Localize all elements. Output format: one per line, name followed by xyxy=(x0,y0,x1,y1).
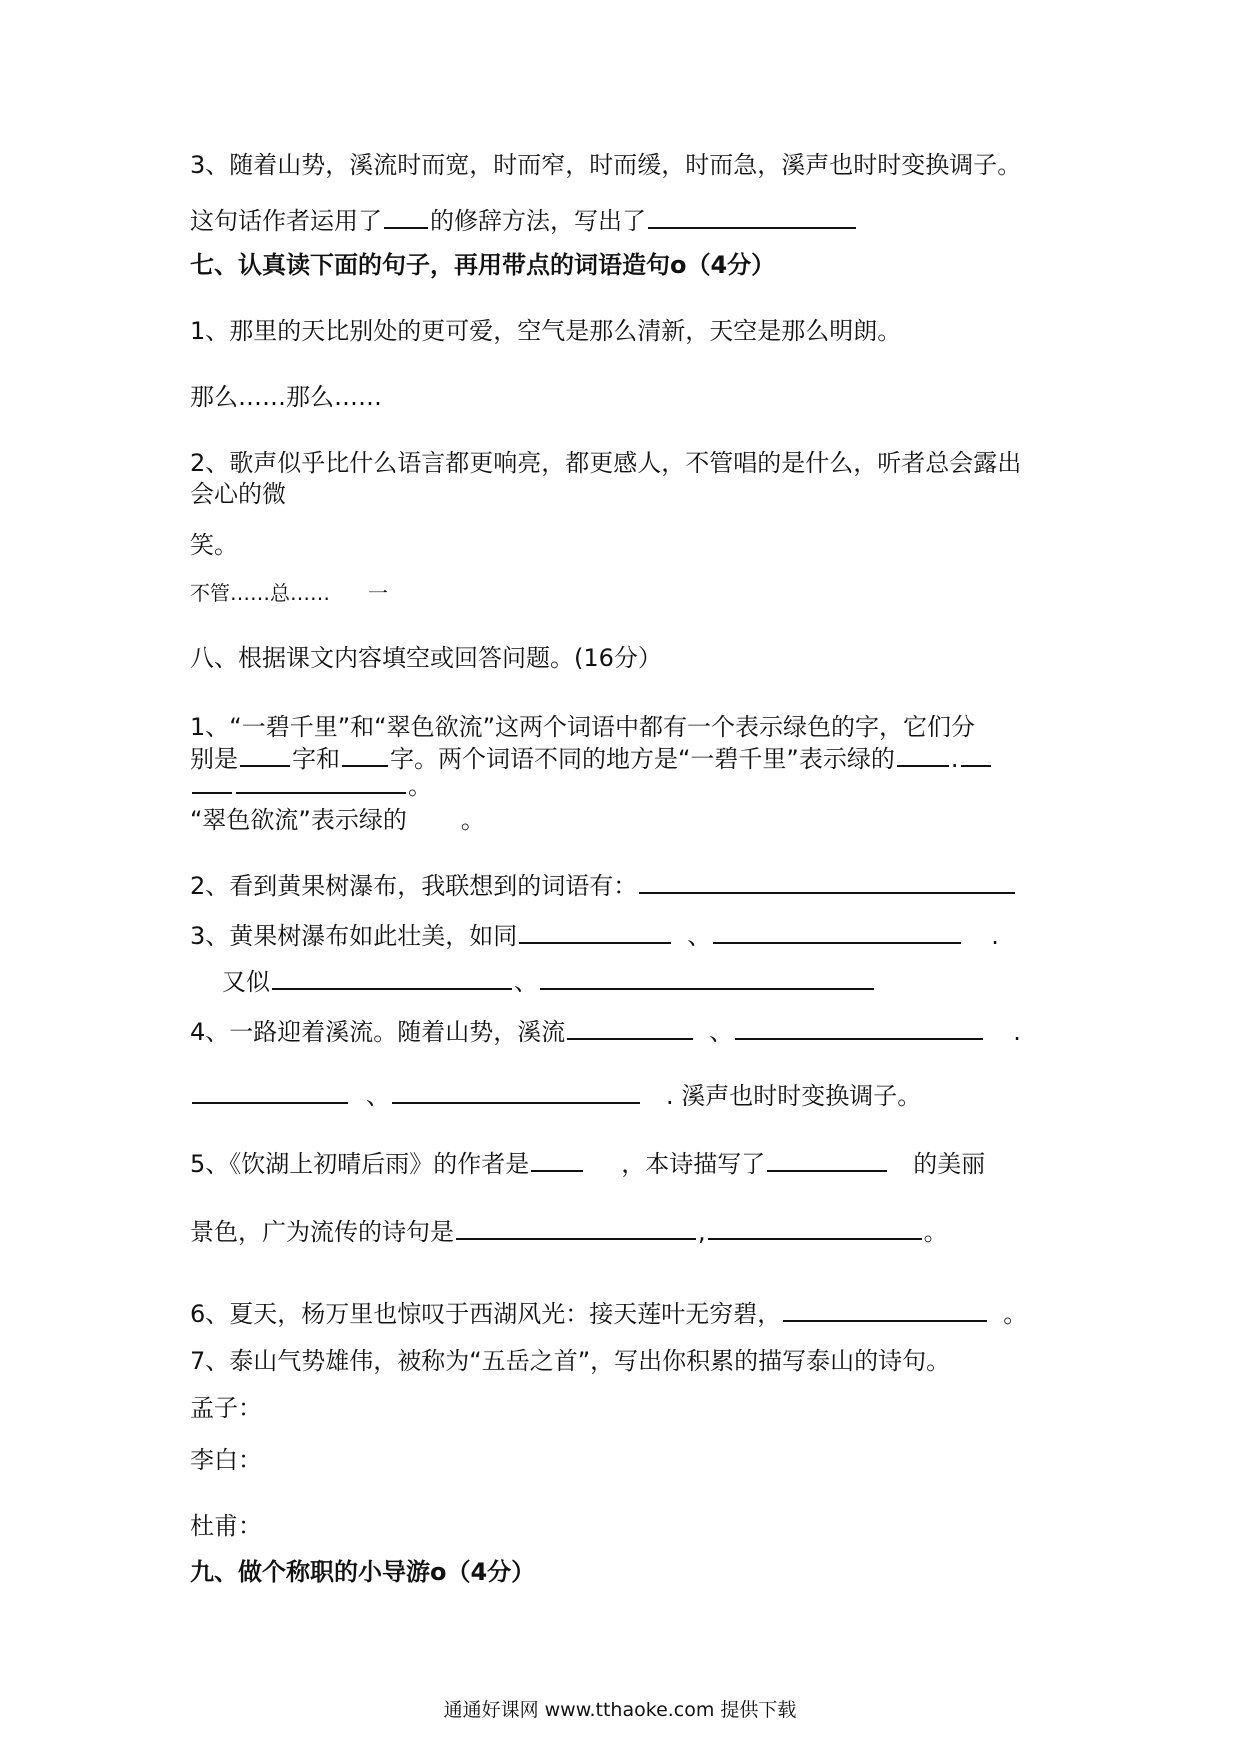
sec8-q7-dufu: 杜甫： xyxy=(190,1512,262,1540)
answer-blank[interactable] xyxy=(236,770,406,794)
sec8-q6 xyxy=(190,1298,1027,1329)
q1-text-b: 字和 xyxy=(292,745,340,773)
answer-blank[interactable] xyxy=(897,743,949,767)
q6-text: 6、夏天，杨万里也惊叹于西湖风光：接天莲叶无穷碧， xyxy=(190,1300,782,1328)
answer-blank[interactable] xyxy=(192,770,232,794)
answer-blank[interactable] xyxy=(648,205,856,229)
section-9-heading: 九、做个称职的小导游o（4分） xyxy=(190,1558,536,1586)
answer-blank[interactable] xyxy=(540,966,874,990)
q1-text-a: 别是 xyxy=(190,745,238,773)
q5-line2-text: 景色，广为流传的诗句是 xyxy=(190,1218,454,1246)
pattern-dash: 一 xyxy=(368,581,388,605)
q4-line2-comma: 、 xyxy=(366,1082,390,1110)
answer-blank[interactable] xyxy=(342,743,388,767)
answer-blank[interactable] xyxy=(735,1016,983,1040)
q2-text: 2、看到黄果树瀑布，我联想到的词语有： xyxy=(190,872,638,900)
q3-line2-text: 又似 xyxy=(222,968,270,996)
sec7-item2-line3: 笑。 xyxy=(190,531,238,559)
answer-blank[interactable] xyxy=(392,1080,640,1104)
sec8-q2 xyxy=(190,870,1017,901)
answer-blank[interactable] xyxy=(384,205,428,229)
sec7-item2-line2: 会心的微 xyxy=(190,480,286,508)
section-7-heading: 七、认真读下面的句子，再用带点的词语造句o（4分） xyxy=(190,251,776,279)
q1-dot: . xyxy=(950,745,959,773)
q6-3-text-a: 这句话作者运用了 xyxy=(190,207,382,235)
q5-text-c: 的美丽 xyxy=(913,1150,986,1178)
q5-text-b: ，本诗描写了 xyxy=(621,1150,766,1178)
answer-blank[interactable] xyxy=(713,920,961,944)
sec8-q7-mengzi: 孟子： xyxy=(190,1394,262,1422)
q6-3-line2 xyxy=(190,205,858,236)
answer-blank[interactable] xyxy=(531,1148,583,1172)
q5-text-a: 5、《饮湖上初晴后雨》的作者是 xyxy=(190,1150,530,1178)
q3-comma: 、 xyxy=(687,922,712,950)
page-footer: 通通好课网 www.tthaoke.com 提供下载 xyxy=(443,1699,797,1721)
answer-blank[interactable] xyxy=(519,920,671,944)
sec7-item2-line1: 2、歌声似乎比什么语言都更响亮，都更感人，不管唱的是什么，听者总会露出 xyxy=(190,449,1022,477)
q6-end: 。 xyxy=(1003,1300,1028,1328)
q4-dot: . xyxy=(1013,1018,1021,1046)
q1-line4-end: 。 xyxy=(460,806,485,834)
sec8-q7-libai: 李白： xyxy=(190,1446,262,1474)
answer-blank[interactable] xyxy=(708,1216,922,1240)
sec8-q4-line2 xyxy=(190,1080,921,1111)
sec8-q1-line1: 1、“一碧千里”和“翠色欲流”这两个词语中都有一个表示绿色的字，它们分 xyxy=(190,713,976,741)
q1-line3-end: 。 xyxy=(408,772,432,800)
sec8-q3-line2 xyxy=(222,966,876,997)
sec8-q4-line1 xyxy=(190,1016,1021,1047)
q6-3-text-b: 的修辞方法，写出了 xyxy=(430,207,646,235)
q6-3-line1: 3、随着山势，溪流时而宽，时而窄，时而缓，时而急，溪声也时时变换调子。 xyxy=(190,151,1022,179)
q5-line2-comma: , xyxy=(698,1218,706,1246)
answer-blank[interactable] xyxy=(961,743,991,767)
q5-line2-end: 。 xyxy=(923,1218,948,1246)
q1-text-c: 字。两个词语不同的地方是“一碧千里”表示绿的 xyxy=(390,745,895,773)
sec7-item1: 1、那里的天比别处的更可爱，空气是那么清新，天空是那么明朗。 xyxy=(190,317,902,345)
sec8-q5-line2 xyxy=(190,1216,948,1247)
sec8-q1-line4 xyxy=(190,805,485,835)
sec8-q3-line1 xyxy=(190,920,999,951)
answer-blank[interactable] xyxy=(456,1216,696,1240)
sec7-item1-pattern: 那么……那么…… xyxy=(190,383,382,411)
answer-blank[interactable] xyxy=(767,1148,887,1172)
answer-blank[interactable] xyxy=(240,743,290,767)
sec8-q5-line1 xyxy=(190,1148,985,1179)
answer-blank[interactable] xyxy=(192,1080,348,1104)
pattern-text: 不管……总…… xyxy=(190,581,330,605)
answer-blank[interactable] xyxy=(272,966,512,990)
section-8-heading: 八、根据课文内容填空或回答问题。(16分） xyxy=(190,644,662,672)
answer-blank[interactable] xyxy=(783,1298,987,1322)
q3-text: 3、黄果树瀑布如此壮美，如同 xyxy=(190,922,518,950)
q4-line2-end: . 溪声也时时变换调子。 xyxy=(666,1082,922,1110)
q1-line4-text: “翠色欲流”表示绿的 xyxy=(190,806,407,834)
sec8-q7: 7、泰山气势雄伟，被称为“五岳之首”，写出你积累的描写泰山的诗句。 xyxy=(190,1347,951,1375)
sec8-q1-line3 xyxy=(190,770,432,801)
answer-blank[interactable] xyxy=(567,1016,693,1040)
q4-text: 4、一路迎着溪流。随着山势，溪流 xyxy=(190,1018,566,1046)
q3-line2-comma: 、 xyxy=(514,968,538,996)
answer-blank[interactable] xyxy=(639,870,1015,894)
q3-dot: . xyxy=(991,922,999,950)
q4-comma: 、 xyxy=(709,1018,734,1046)
sec7-item2-pattern xyxy=(190,578,388,608)
